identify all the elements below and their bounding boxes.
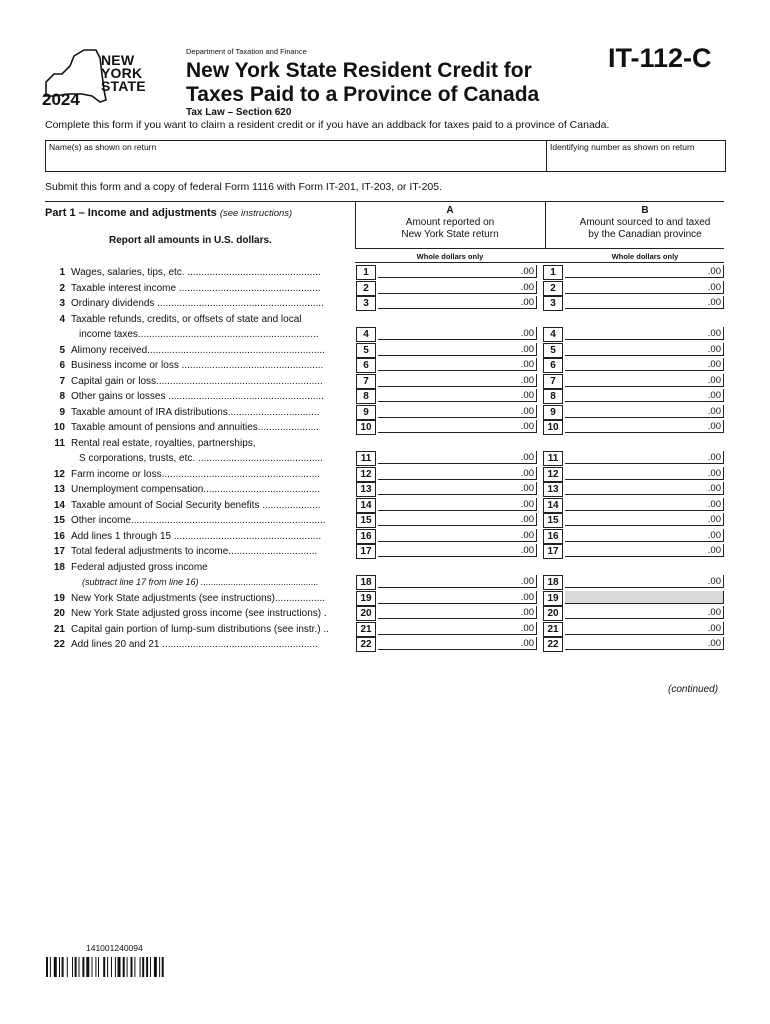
col-a-line-label: 20 <box>356 606 376 621</box>
line-description: Federal adjusted gross income <box>71 562 208 573</box>
col-b-line-label: 7 <box>543 374 563 389</box>
col-b-amount-field[interactable]: .00 <box>565 467 724 480</box>
line-description: Add lines 1 through 15 ..................................................... <box>71 531 322 542</box>
col-b-amount-field[interactable]: .00 <box>565 405 724 418</box>
line-number: 14 <box>53 500 65 511</box>
col-a-amount-field[interactable]: .00 <box>378 405 537 418</box>
line-row <box>45 498 355 513</box>
line-description: Total federal adjustments to income................................ <box>71 546 318 557</box>
col-b-line-label: 5 <box>543 343 563 358</box>
col-a-amount-field[interactable]: .00 <box>378 498 537 511</box>
col-a-header <box>355 205 545 241</box>
part1-top-rule <box>45 201 724 202</box>
col-b-line-label: 11 <box>543 451 563 466</box>
line-row <box>45 591 355 606</box>
col-b-amount-field[interactable]: .00 <box>565 498 724 511</box>
line-description: Farm income or loss......................................................... <box>71 469 320 480</box>
line-row <box>45 343 355 358</box>
col-b-line-label: 13 <box>543 482 563 497</box>
line-description: Business income or loss ................................................... <box>71 360 324 371</box>
form-title <box>186 59 539 107</box>
col-a-amount-field[interactable]: .00 <box>378 265 537 278</box>
line-number: 16 <box>53 531 65 542</box>
col-b-amount-field[interactable]: .00 <box>565 529 724 542</box>
submit-instructions: Submit this form and a copy of federal Form 1116 with Form IT-201, IT-203, or IT-205. <box>45 181 443 193</box>
line-description: (subtract line 17 from line 16) ............................................... <box>82 577 319 587</box>
col-a-amount-field[interactable]: .00 <box>378 513 537 526</box>
col-b-line-label: 2 <box>543 281 563 296</box>
line-row <box>45 374 355 389</box>
col-a-line-label: 16 <box>356 529 376 544</box>
logo-word-state: STATE <box>101 78 146 94</box>
line-number: 13 <box>53 484 65 495</box>
line-number: 12 <box>53 469 65 480</box>
line-row <box>45 467 355 482</box>
col-a-amount-field[interactable]: .00 <box>378 482 537 495</box>
col-b-amount-field[interactable]: .00 <box>565 265 724 278</box>
col-a-line-label: 6 <box>356 358 376 373</box>
col-a-line-label: 10 <box>356 420 376 435</box>
col-head-bottom-rule <box>355 248 724 249</box>
line-description: New York State adjusted gross income (see instructions) . <box>71 608 327 619</box>
col-a-amount-field[interactable]: .00 <box>378 343 537 356</box>
line-row <box>45 436 355 451</box>
line-number: 11 <box>54 438 65 449</box>
line-number: 17 <box>53 546 65 557</box>
col-a-desc1: Amount reported on <box>405 217 495 228</box>
line-number: 10 <box>53 422 65 433</box>
col-b-amount-field[interactable]: .00 <box>565 622 724 635</box>
col-b-line-label: 18 <box>543 575 563 590</box>
line-row <box>45 312 355 327</box>
line-row <box>45 575 355 590</box>
line-number: 2 <box>59 283 65 294</box>
line-row <box>45 281 355 296</box>
col-b-amount-field[interactable]: .00 <box>565 358 724 371</box>
col-b-shaded-cell <box>565 591 724 604</box>
col-a-amount-field[interactable]: .00 <box>378 281 537 294</box>
col-a-line-label: 11 <box>356 451 376 466</box>
line-description: Other gains or losses ........................................................ <box>71 391 324 402</box>
line-number: 21 <box>53 624 65 635</box>
col-a-amount-field[interactable]: .00 <box>378 389 537 402</box>
line-number: 9 <box>59 407 65 418</box>
col-a-line-label: 4 <box>356 327 376 342</box>
col-a-line-label: 5 <box>356 343 376 358</box>
part1-title <box>45 207 292 219</box>
line-number: 4 <box>59 314 65 325</box>
col-b-line-label: 19 <box>543 591 563 606</box>
line-row <box>45 405 355 420</box>
line-row <box>45 637 355 652</box>
whole-dollars-rule <box>355 262 724 263</box>
col-b-line-label: 12 <box>543 467 563 482</box>
col-a-amount-field[interactable]: .00 <box>378 451 537 464</box>
line-description: Taxable amount of Social Security benefits ..................... <box>71 500 321 511</box>
col-a-amount-field[interactable]: .00 <box>378 591 537 604</box>
col-a-amount-field[interactable]: .00 <box>378 575 537 588</box>
part1-title-note: (see instructions) <box>219 208 293 219</box>
col-b-amount-field[interactable]: .00 <box>565 482 724 495</box>
col-b-line-label: 10 <box>543 420 563 435</box>
col-b-amount-field[interactable]: .00 <box>565 606 724 619</box>
col-b-amount-field[interactable]: .00 <box>565 513 724 526</box>
col-a-line-label: 12 <box>356 467 376 482</box>
col-b-line-label: 15 <box>543 513 563 528</box>
barcode-icon <box>46 957 194 977</box>
id-field-label: Identifying number as shown on return <box>550 142 695 152</box>
col-b-line-label: 17 <box>543 544 563 559</box>
col-b-amount-field[interactable]: .00 <box>565 296 724 309</box>
col-a-amount-field[interactable]: .00 <box>378 544 537 557</box>
col-b-amount-field[interactable]: .00 <box>565 637 724 650</box>
col-b-amount-field[interactable]: .00 <box>565 327 724 340</box>
col-b-header <box>545 205 745 241</box>
col-b-line-label: 1 <box>543 265 563 280</box>
col-b-letter: B <box>641 205 649 216</box>
form-year: 2024 <box>42 90 80 109</box>
continued-note: (continued) <box>668 684 719 695</box>
col-b-amount-field[interactable]: .00 <box>565 343 724 356</box>
col-a-line-label: 14 <box>356 498 376 513</box>
col-b-amount-field[interactable]: .00 <box>565 374 724 387</box>
part1-report-note: Report all amounts in U.S. dollars. <box>109 235 272 246</box>
line-description: Taxable interest income ................................................... <box>71 283 321 294</box>
col-a-amount-field[interactable]: .00 <box>378 296 537 309</box>
col-b-line-label: 8 <box>543 389 563 404</box>
part1-title-text: Part 1 – Income and adjustments <box>45 207 217 219</box>
line-row <box>45 560 355 575</box>
line-row <box>45 529 355 544</box>
col-b-line-label: 4 <box>543 327 563 342</box>
col-a-line-label: 22 <box>356 637 376 652</box>
line-row <box>45 544 355 559</box>
line-row <box>45 389 355 404</box>
col-b-amount-field[interactable]: .00 <box>565 451 724 464</box>
line-number: 1 <box>59 267 65 278</box>
line-description: Ordinary dividends ............................................................ <box>71 298 324 309</box>
col-b-amount-field[interactable]: .00 <box>565 389 724 402</box>
line-number: 15 <box>53 515 65 526</box>
name-field-label: Name(s) as shown on return <box>49 142 157 152</box>
col-a-line-label: 15 <box>356 513 376 528</box>
line-description: New York State adjustments (see instructions).................. <box>71 593 325 604</box>
line-number: 3 <box>59 298 65 309</box>
col-a-desc2: New York State return <box>401 229 499 240</box>
line-number: 18 <box>53 562 65 573</box>
col-a-line-label: 21 <box>356 622 376 637</box>
logo-word-new: NEW <box>101 52 135 68</box>
line-number: 19 <box>53 593 65 604</box>
col-b-amount-field[interactable]: .00 <box>565 281 724 294</box>
col-a-amount-field[interactable]: .00 <box>378 420 537 433</box>
col-b-line-label: 9 <box>543 405 563 420</box>
line-number: 5 <box>59 345 65 356</box>
col-b-desc2: by the Canadian province <box>588 229 702 240</box>
col-a-whole-dollars: Whole dollars only <box>416 252 484 261</box>
col-a-line-label: 18 <box>356 575 376 590</box>
line-description: Rental real estate, royalties, partnerships, <box>71 438 256 449</box>
line-row <box>45 482 355 497</box>
line-row <box>45 327 355 342</box>
line-row <box>45 296 355 311</box>
col-b-desc1: Amount sourced to and taxed <box>579 217 711 228</box>
col-b-line-label: 21 <box>543 622 563 637</box>
col-a-line-label: 17 <box>356 544 376 559</box>
line-description: Taxable amount of pensions and annuities...................... <box>71 422 319 433</box>
col-a-line-label: 2 <box>356 281 376 296</box>
col-b-line-label: 20 <box>543 606 563 621</box>
line-description: Capital gain portion of lump-sum distributions (see instr.) .. <box>71 624 329 635</box>
line-description: Taxable refunds, credits, or offsets of state and local <box>71 314 302 325</box>
intro-instructions: Complete this form if you want to claim a resident credit or if you have an addback for taxes paid to a province of Canada. <box>45 119 610 131</box>
line-description: Add lines 20 and 21 ........................................................ <box>71 639 318 650</box>
col-b-line-label: 6 <box>543 358 563 373</box>
ny-state-logo <box>40 44 152 110</box>
col-a-line-label: 7 <box>356 374 376 389</box>
line-description: Unemployment compensation.......................................... <box>71 484 320 495</box>
line-number: 22 <box>53 639 65 650</box>
col-a-line-label: 1 <box>356 265 376 280</box>
col-b-line-label: 16 <box>543 529 563 544</box>
line-row <box>45 358 355 373</box>
line-row <box>45 513 355 528</box>
line-number: 8 <box>59 391 65 402</box>
line-description: Wages, salaries, tips, etc. ................................................ <box>71 267 321 278</box>
col-b-amount-field[interactable]: .00 <box>565 544 724 557</box>
line-row <box>45 622 355 637</box>
line-number: 6 <box>59 360 65 371</box>
col-a-amount-field[interactable]: .00 <box>378 622 537 635</box>
tax-law-reference: Tax Law – Section 620 <box>186 107 292 118</box>
line-description: Other income...................................................................... <box>71 515 326 526</box>
logo-word-york: YORK <box>101 65 143 81</box>
line-description: S corporations, trusts, etc. ............................................. <box>79 453 323 464</box>
col-b-amount-field[interactable]: .00 <box>565 575 724 588</box>
title-line-2: Taxes Paid to a Province of Canada <box>186 83 540 106</box>
col-b-amount-field[interactable]: .00 <box>565 420 724 433</box>
id-number-field[interactable] <box>549 153 722 169</box>
col-b-whole-dollars: Whole dollars only <box>611 252 679 261</box>
line-number: 7 <box>59 376 65 387</box>
line-number: 20 <box>53 608 65 619</box>
line-description: income taxes................................................................. <box>79 329 319 340</box>
col-b-line-label: 3 <box>543 296 563 311</box>
title-line-1: New York State Resident Credit for <box>186 59 532 82</box>
col-a-letter: A <box>446 205 454 216</box>
barcode-number: 141001240094 <box>86 943 143 953</box>
col-a-amount-field[interactable]: .00 <box>378 467 537 480</box>
line-description: Taxable amount of IRA distributions................................. <box>71 407 320 418</box>
col-b-line-label: 22 <box>543 637 563 652</box>
col-a-line-label: 3 <box>356 296 376 311</box>
col-a-amount-field[interactable]: .00 <box>378 637 537 650</box>
name-id-divider <box>546 140 547 172</box>
form-number: IT-112-C <box>608 43 712 73</box>
line-row <box>45 451 355 466</box>
col-a-line-label: 13 <box>356 482 376 497</box>
col-a-amount-field[interactable]: .00 <box>378 529 537 542</box>
col-b-line-label: 14 <box>543 498 563 513</box>
line-description: Alimony received................................................................ <box>71 345 325 356</box>
col-a-line-label: 8 <box>356 389 376 404</box>
department-name: Department of Taxation and Finance <box>186 47 307 56</box>
col-a-line-label: 19 <box>356 591 376 606</box>
col-a-line-label: 9 <box>356 405 376 420</box>
col-a-amount-field[interactable]: .00 <box>378 358 537 371</box>
name-field[interactable] <box>47 153 544 169</box>
col-a-amount-field[interactable]: .00 <box>378 327 537 340</box>
col-a-amount-field[interactable]: .00 <box>378 606 537 619</box>
line-row <box>45 265 355 280</box>
line-description: Capital gain or loss............................................................ <box>71 376 323 387</box>
col-a-amount-field[interactable]: .00 <box>378 374 537 387</box>
line-row <box>45 606 355 621</box>
line-row <box>45 420 355 435</box>
